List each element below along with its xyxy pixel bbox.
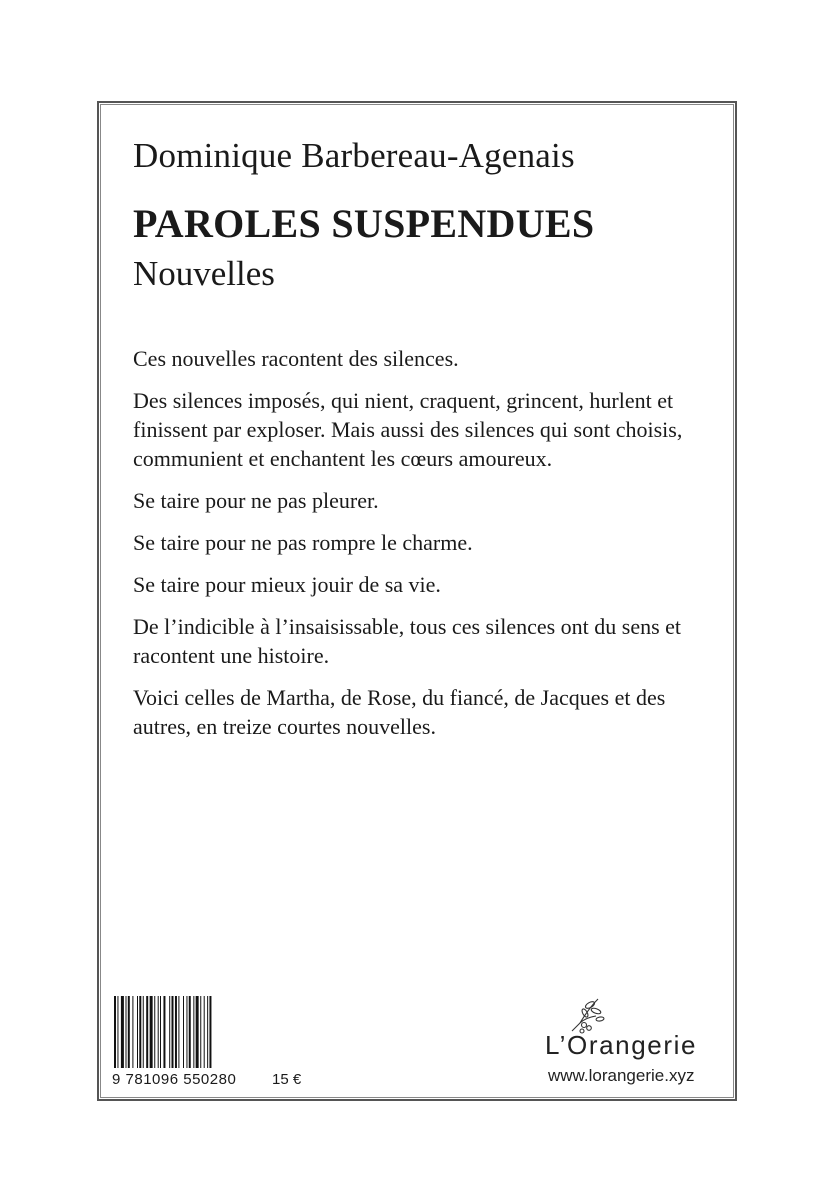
barcode-stripe: [137, 996, 138, 1068]
author-name: Dominique Barbereau-Agenais: [133, 136, 575, 175]
barcode-stripe: [193, 996, 194, 1068]
barcode-stripe: [207, 996, 208, 1068]
barcode-stripe: [150, 996, 153, 1068]
publisher-website: www.lorangerie.xyz: [548, 1066, 695, 1085]
barcode: [112, 996, 267, 1068]
barcode-stripe: [196, 996, 199, 1068]
barcode-stripe: [146, 996, 148, 1068]
blurb-paragraph: Se taire pour mieux jouir de sa vie.: [133, 572, 441, 597]
barcode-stripe: [189, 996, 191, 1068]
barcode-stripe: [154, 996, 155, 1068]
barcode-stripe: [114, 996, 116, 1068]
blurb-paragraph: De l’indicible à l’insaisissable, tous ces silences ont du sens et racontent une histoire.: [133, 614, 682, 668]
price: 15 €: [272, 1071, 302, 1088]
barcode-stripe: [183, 996, 184, 1068]
publisher-name: L’Orangerie: [545, 1030, 698, 1060]
barcode-stripe: [178, 996, 179, 1068]
blurb-paragraph: Des silences imposés, qui nient, craquent, grincent, hurlent et finissent par exploser. Mais aussi des silences qui sont choisis, communient et enchantent les cœurs amoureux.: [133, 388, 683, 471]
isbn-number: 9 781096 550280: [112, 1071, 237, 1088]
barcode-stripe: [117, 996, 118, 1068]
barcode-stripe: [209, 996, 211, 1068]
blurb-paragraph: Voici celles de Martha, de Rose, du fiancé, de Jacques et des autres, en treize courtes nouvelles.: [133, 685, 666, 739]
barcode-stripe: [121, 996, 124, 1068]
blurb-paragraph: Ces nouvelles racontent des silences.: [133, 346, 459, 371]
barcode-stripe: [175, 996, 177, 1068]
barcode-stripe: [160, 996, 161, 1068]
barcode-stripe: [132, 996, 133, 1068]
blurb: [133, 344, 713, 754]
barcode-stripe: [128, 996, 130, 1068]
barcode-stripe: [200, 996, 201, 1068]
barcode-stripe: [172, 996, 174, 1068]
barcode-stripe: [126, 996, 127, 1068]
blurb-paragraph: Se taire pour ne pas pleurer.: [133, 488, 379, 513]
barcode-graphic: [112, 996, 267, 1068]
barcode-stripe: [163, 996, 165, 1068]
barcode-stripe: [186, 996, 187, 1068]
book-title: PAROLES SUSPENDUES: [133, 201, 595, 246]
barcode-stripe: [139, 996, 141, 1068]
barcode-stripe: [169, 996, 170, 1068]
barcode-stripe: [158, 996, 159, 1068]
barcode-stripe: [143, 996, 144, 1068]
blurb-paragraph: Se taire pour ne pas rompre le charme.: [133, 530, 473, 555]
barcode-stripe: [204, 996, 205, 1068]
book-subtitle: Nouvelles: [133, 254, 275, 293]
